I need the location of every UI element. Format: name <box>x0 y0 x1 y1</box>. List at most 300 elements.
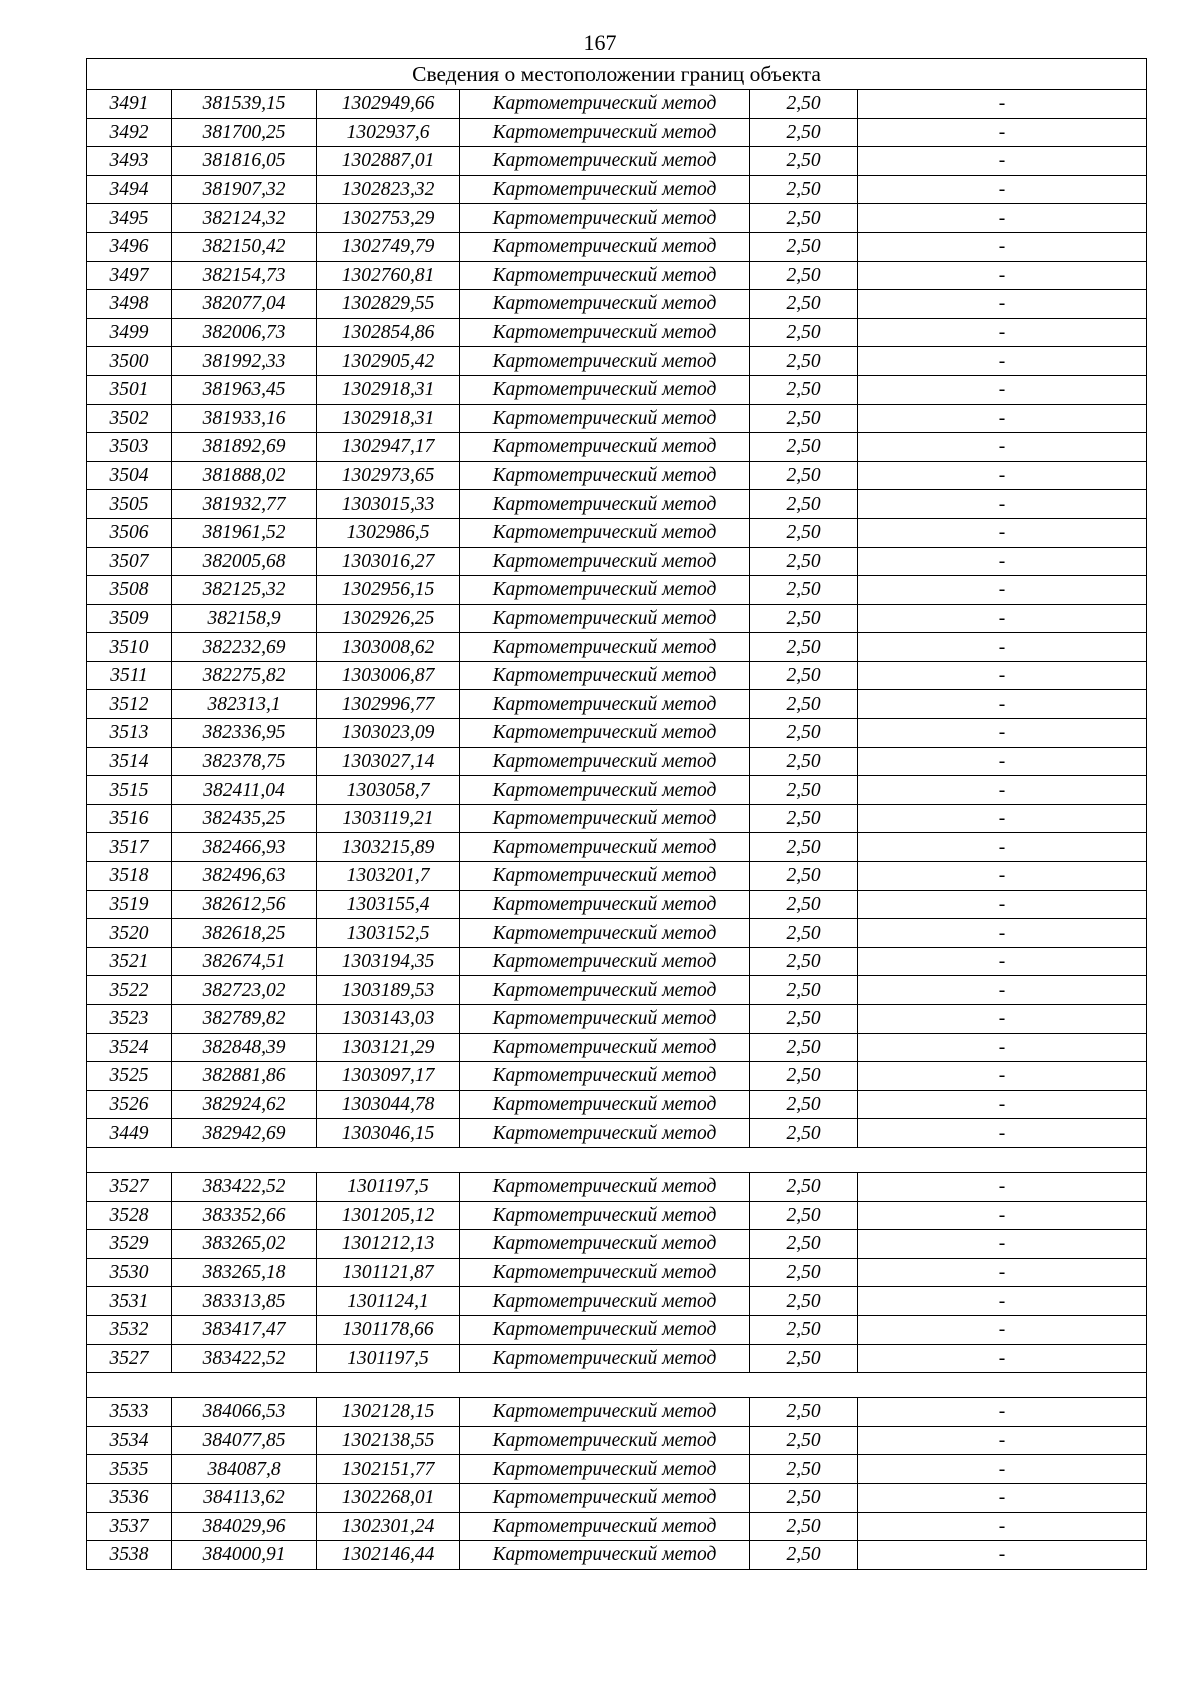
method-cell: Картометрический метод <box>460 1062 750 1091</box>
y-coordinate-cell: 1302760,81 <box>317 261 460 290</box>
table-row <box>87 404 1147 433</box>
accuracy-cell: 2,50 <box>750 1005 858 1034</box>
point-number-cell: 3520 <box>87 919 172 948</box>
table-row <box>87 90 1147 119</box>
y-coordinate-cell: 1302956,15 <box>317 576 460 605</box>
table-row <box>87 1090 1147 1119</box>
accuracy-cell: 2,50 <box>750 833 858 862</box>
accuracy-cell: 2,50 <box>750 461 858 490</box>
x-coordinate-cell: 382618,25 <box>172 919 317 948</box>
note-cell: - <box>858 976 1147 1005</box>
x-coordinate-cell: 382942,69 <box>172 1119 317 1148</box>
point-number-cell: 3524 <box>87 1033 172 1062</box>
x-coordinate-cell: 384087,8 <box>172 1455 317 1484</box>
method-cell: Картометрический метод <box>460 1172 750 1201</box>
note-cell: - <box>858 404 1147 433</box>
y-coordinate-cell: 1303152,5 <box>317 919 460 948</box>
y-coordinate-cell: 1301124,1 <box>317 1287 460 1316</box>
table-row <box>87 633 1147 662</box>
note-cell: - <box>858 90 1147 119</box>
note-cell: - <box>858 175 1147 204</box>
method-cell: Картометрический метод <box>460 1483 750 1512</box>
note-cell: - <box>858 1512 1147 1541</box>
y-coordinate-cell: 1303201,7 <box>317 862 460 891</box>
x-coordinate-cell: 382005,68 <box>172 547 317 576</box>
method-cell: Картометрический метод <box>460 433 750 462</box>
x-coordinate-cell: 382881,86 <box>172 1062 317 1091</box>
point-number-cell: 3499 <box>87 318 172 347</box>
method-cell: Картометрический метод <box>460 1033 750 1062</box>
method-cell: Картометрический метод <box>460 1512 750 1541</box>
accuracy-cell: 2,50 <box>750 1455 858 1484</box>
y-coordinate-cell: 1303119,21 <box>317 804 460 833</box>
separator-cell <box>87 1147 1147 1172</box>
method-cell: Картометрический метод <box>460 747 750 776</box>
accuracy-cell: 2,50 <box>750 204 858 233</box>
y-coordinate-cell: 1302128,15 <box>317 1398 460 1427</box>
accuracy-cell: 2,50 <box>750 175 858 204</box>
note-cell: - <box>858 1426 1147 1455</box>
y-coordinate-cell: 1302996,77 <box>317 690 460 719</box>
method-cell: Картометрический метод <box>460 461 750 490</box>
method-cell: Картометрический метод <box>460 947 750 976</box>
method-cell: Картометрический метод <box>460 690 750 719</box>
accuracy-cell: 2,50 <box>750 1119 858 1148</box>
accuracy-cell: 2,50 <box>750 1398 858 1427</box>
point-number-cell: 3533 <box>87 1398 172 1427</box>
y-coordinate-cell: 1303015,33 <box>317 490 460 519</box>
x-coordinate-cell: 382496,63 <box>172 862 317 891</box>
y-coordinate-cell: 1303023,09 <box>317 719 460 748</box>
method-cell: Картометрический метод <box>460 547 750 576</box>
method-cell: Картометрический метод <box>460 862 750 891</box>
y-coordinate-cell: 1303008,62 <box>317 633 460 662</box>
x-coordinate-cell: 382006,73 <box>172 318 317 347</box>
table-row <box>87 1287 1147 1316</box>
x-coordinate-cell: 383313,85 <box>172 1287 317 1316</box>
y-coordinate-cell: 1302138,55 <box>317 1426 460 1455</box>
page-number: 167 <box>583 30 617 55</box>
note-cell: - <box>858 833 1147 862</box>
y-coordinate-cell: 1302753,29 <box>317 204 460 233</box>
table-row <box>87 890 1147 919</box>
table-row <box>87 147 1147 176</box>
table-body <box>87 59 1147 1570</box>
table-row <box>87 547 1147 576</box>
table-title-row <box>87 59 1147 90</box>
x-coordinate-cell: 382232,69 <box>172 633 317 662</box>
point-number-cell: 3514 <box>87 747 172 776</box>
y-coordinate-cell: 1303027,14 <box>317 747 460 776</box>
x-coordinate-cell: 382789,82 <box>172 1005 317 1034</box>
point-number-cell: 3503 <box>87 433 172 462</box>
table-row <box>87 1541 1147 1570</box>
method-cell: Картометрический метод <box>460 890 750 919</box>
accuracy-cell: 2,50 <box>750 1062 858 1091</box>
point-number-cell: 3538 <box>87 1541 172 1570</box>
y-coordinate-cell: 1302823,32 <box>317 175 460 204</box>
x-coordinate-cell: 382125,32 <box>172 576 317 605</box>
point-number-cell: 3492 <box>87 118 172 147</box>
table-row <box>87 490 1147 519</box>
note-cell: - <box>858 804 1147 833</box>
table-row <box>87 690 1147 719</box>
x-coordinate-cell: 384113,62 <box>172 1483 317 1512</box>
table-row <box>87 576 1147 605</box>
table-row <box>87 1119 1147 1148</box>
x-coordinate-cell: 381963,45 <box>172 375 317 404</box>
method-cell: Картометрический метод <box>460 1398 750 1427</box>
table-row <box>87 947 1147 976</box>
separator-cell <box>87 1373 1147 1398</box>
x-coordinate-cell: 383422,52 <box>172 1344 317 1373</box>
method-cell: Картометрический метод <box>460 1201 750 1230</box>
point-number-cell: 3505 <box>87 490 172 519</box>
x-coordinate-cell: 381933,16 <box>172 404 317 433</box>
table-row <box>87 1344 1147 1373</box>
table-row <box>87 1230 1147 1259</box>
method-cell: Картометрический метод <box>460 147 750 176</box>
y-coordinate-cell: 1303058,7 <box>317 776 460 805</box>
y-coordinate-cell: 1302829,55 <box>317 290 460 319</box>
accuracy-cell: 2,50 <box>750 1258 858 1287</box>
point-number-cell: 3506 <box>87 518 172 547</box>
accuracy-cell: 2,50 <box>750 375 858 404</box>
y-coordinate-cell: 1303155,4 <box>317 890 460 919</box>
y-coordinate-cell: 1303006,87 <box>317 661 460 690</box>
method-cell: Картометрический метод <box>460 318 750 347</box>
note-cell: - <box>858 1344 1147 1373</box>
table-row <box>87 1201 1147 1230</box>
accuracy-cell: 2,50 <box>750 1426 858 1455</box>
y-coordinate-cell: 1303046,15 <box>317 1119 460 1148</box>
note-cell: - <box>858 375 1147 404</box>
table-row <box>87 976 1147 1005</box>
method-cell: Картометрический метод <box>460 1258 750 1287</box>
x-coordinate-cell: 382924,62 <box>172 1090 317 1119</box>
method-cell: Картометрический метод <box>460 261 750 290</box>
method-cell: Картометрический метод <box>460 1090 750 1119</box>
note-cell: - <box>858 690 1147 719</box>
y-coordinate-cell: 1303044,78 <box>317 1090 460 1119</box>
point-number-cell: 3502 <box>87 404 172 433</box>
y-coordinate-cell: 1301197,5 <box>317 1344 460 1373</box>
accuracy-cell: 2,50 <box>750 518 858 547</box>
accuracy-cell: 2,50 <box>750 1172 858 1201</box>
note-cell: - <box>858 1398 1147 1427</box>
table-title: Сведения о местоположении границ объекта <box>87 59 1147 90</box>
method-cell: Картометрический метод <box>460 1287 750 1316</box>
point-number-cell: 3517 <box>87 833 172 862</box>
note-cell: - <box>858 1455 1147 1484</box>
note-cell: - <box>858 232 1147 261</box>
table-row <box>87 290 1147 319</box>
y-coordinate-cell: 1302905,42 <box>317 347 460 376</box>
note-cell: - <box>858 347 1147 376</box>
note-cell: - <box>858 1258 1147 1287</box>
table-row <box>87 776 1147 805</box>
x-coordinate-cell: 382411,04 <box>172 776 317 805</box>
x-coordinate-cell: 382612,56 <box>172 890 317 919</box>
y-coordinate-cell: 1302301,24 <box>317 1512 460 1541</box>
accuracy-cell: 2,50 <box>750 1090 858 1119</box>
x-coordinate-cell: 382077,04 <box>172 290 317 319</box>
method-cell: Картометрический метод <box>460 633 750 662</box>
method-cell: Картометрический метод <box>460 204 750 233</box>
accuracy-cell: 2,50 <box>750 261 858 290</box>
point-number-cell: 3523 <box>87 1005 172 1034</box>
accuracy-cell: 2,50 <box>750 1512 858 1541</box>
accuracy-cell: 2,50 <box>750 661 858 690</box>
table-row <box>87 1172 1147 1201</box>
accuracy-cell: 2,50 <box>750 290 858 319</box>
x-coordinate-cell: 384000,91 <box>172 1541 317 1570</box>
point-number-cell: 3535 <box>87 1455 172 1484</box>
accuracy-cell: 2,50 <box>750 776 858 805</box>
point-number-cell: 3449 <box>87 1119 172 1148</box>
y-coordinate-cell: 1301178,66 <box>317 1315 460 1344</box>
table-row <box>87 518 1147 547</box>
accuracy-cell: 2,50 <box>750 1483 858 1512</box>
note-cell: - <box>858 1287 1147 1316</box>
note-cell: - <box>858 776 1147 805</box>
x-coordinate-cell: 381539,15 <box>172 90 317 119</box>
method-cell: Картометрический метод <box>460 1230 750 1259</box>
y-coordinate-cell: 1303189,53 <box>317 976 460 1005</box>
point-number-cell: 3509 <box>87 604 172 633</box>
y-coordinate-cell: 1302986,5 <box>317 518 460 547</box>
note-cell: - <box>858 1541 1147 1570</box>
point-number-cell: 3526 <box>87 1090 172 1119</box>
point-number-cell: 3534 <box>87 1426 172 1455</box>
x-coordinate-cell: 382435,25 <box>172 804 317 833</box>
group-separator-row <box>87 1147 1147 1172</box>
x-coordinate-cell: 382150,42 <box>172 232 317 261</box>
x-coordinate-cell: 381907,32 <box>172 175 317 204</box>
x-coordinate-cell: 381932,77 <box>172 490 317 519</box>
note-cell: - <box>858 290 1147 319</box>
point-number-cell: 3508 <box>87 576 172 605</box>
y-coordinate-cell: 1303194,35 <box>317 947 460 976</box>
method-cell: Картометрический метод <box>460 375 750 404</box>
table-row <box>87 118 1147 147</box>
point-number-cell: 3498 <box>87 290 172 319</box>
y-coordinate-cell: 1302937,6 <box>317 118 460 147</box>
y-coordinate-cell: 1301121,87 <box>317 1258 460 1287</box>
x-coordinate-cell: 382336,95 <box>172 719 317 748</box>
y-coordinate-cell: 1302949,66 <box>317 90 460 119</box>
y-coordinate-cell: 1303016,27 <box>317 547 460 576</box>
x-coordinate-cell: 381892,69 <box>172 433 317 462</box>
point-number-cell: 3512 <box>87 690 172 719</box>
note-cell: - <box>858 547 1147 576</box>
point-number-cell: 3537 <box>87 1512 172 1541</box>
accuracy-cell: 2,50 <box>750 604 858 633</box>
y-coordinate-cell: 1302887,01 <box>317 147 460 176</box>
accuracy-cell: 2,50 <box>750 633 858 662</box>
point-number-cell: 3501 <box>87 375 172 404</box>
note-cell: - <box>858 1201 1147 1230</box>
y-coordinate-cell: 1303215,89 <box>317 833 460 862</box>
method-cell: Картометрический метод <box>460 175 750 204</box>
point-number-cell: 3494 <box>87 175 172 204</box>
table-row <box>87 1398 1147 1427</box>
y-coordinate-cell: 1301205,12 <box>317 1201 460 1230</box>
accuracy-cell: 2,50 <box>750 1541 858 1570</box>
accuracy-cell: 2,50 <box>750 862 858 891</box>
accuracy-cell: 2,50 <box>750 1287 858 1316</box>
x-coordinate-cell: 382158,9 <box>172 604 317 633</box>
point-number-cell: 3525 <box>87 1062 172 1091</box>
note-cell: - <box>858 490 1147 519</box>
x-coordinate-cell: 382275,82 <box>172 661 317 690</box>
note-cell: - <box>858 1230 1147 1259</box>
note-cell: - <box>858 1483 1147 1512</box>
note-cell: - <box>858 1033 1147 1062</box>
method-cell: Картометрический метод <box>460 1541 750 1570</box>
table-row <box>87 862 1147 891</box>
note-cell: - <box>858 1005 1147 1034</box>
x-coordinate-cell: 382674,51 <box>172 947 317 976</box>
note-cell: - <box>858 576 1147 605</box>
x-coordinate-cell: 383352,66 <box>172 1201 317 1230</box>
point-number-cell: 3518 <box>87 862 172 891</box>
accuracy-cell: 2,50 <box>750 1230 858 1259</box>
point-number-cell: 3529 <box>87 1230 172 1259</box>
x-coordinate-cell: 384029,96 <box>172 1512 317 1541</box>
point-number-cell: 3504 <box>87 461 172 490</box>
table-row <box>87 604 1147 633</box>
note-cell: - <box>858 1172 1147 1201</box>
note-cell: - <box>858 1090 1147 1119</box>
table-row <box>87 804 1147 833</box>
method-cell: Картометрический метод <box>460 833 750 862</box>
method-cell: Картометрический метод <box>460 118 750 147</box>
method-cell: Картометрический метод <box>460 804 750 833</box>
method-cell: Картометрический метод <box>460 1315 750 1344</box>
x-coordinate-cell: 382466,93 <box>172 833 317 862</box>
y-coordinate-cell: 1302918,31 <box>317 404 460 433</box>
point-number-cell: 3531 <box>87 1287 172 1316</box>
point-number-cell: 3527 <box>87 1344 172 1373</box>
point-number-cell: 3497 <box>87 261 172 290</box>
table-row <box>87 347 1147 376</box>
boundary-coordinates-table <box>86 58 1147 1570</box>
note-cell: - <box>858 890 1147 919</box>
x-coordinate-cell: 382124,32 <box>172 204 317 233</box>
table-row <box>87 1033 1147 1062</box>
y-coordinate-cell: 1302268,01 <box>317 1483 460 1512</box>
accuracy-cell: 2,50 <box>750 232 858 261</box>
point-number-cell: 3536 <box>87 1483 172 1512</box>
y-coordinate-cell: 1302151,77 <box>317 1455 460 1484</box>
note-cell: - <box>858 318 1147 347</box>
accuracy-cell: 2,50 <box>750 1201 858 1230</box>
table-row <box>87 1455 1147 1484</box>
accuracy-cell: 2,50 <box>750 690 858 719</box>
method-cell: Картометрический метод <box>460 719 750 748</box>
accuracy-cell: 2,50 <box>750 90 858 119</box>
y-coordinate-cell: 1302854,86 <box>317 318 460 347</box>
note-cell: - <box>858 518 1147 547</box>
y-coordinate-cell: 1302973,65 <box>317 461 460 490</box>
note-cell: - <box>858 461 1147 490</box>
accuracy-cell: 2,50 <box>750 919 858 948</box>
point-number-cell: 3495 <box>87 204 172 233</box>
point-number-cell: 3532 <box>87 1315 172 1344</box>
method-cell: Картометрический метод <box>460 776 750 805</box>
table-row <box>87 1005 1147 1034</box>
y-coordinate-cell: 1302146,44 <box>317 1541 460 1570</box>
accuracy-cell: 2,50 <box>750 976 858 1005</box>
y-coordinate-cell: 1303143,03 <box>317 1005 460 1034</box>
table-row <box>87 1483 1147 1512</box>
x-coordinate-cell: 382723,02 <box>172 976 317 1005</box>
table-row <box>87 175 1147 204</box>
point-number-cell: 3513 <box>87 719 172 748</box>
table-row <box>87 375 1147 404</box>
method-cell: Картометрический метод <box>460 976 750 1005</box>
x-coordinate-cell: 381888,02 <box>172 461 317 490</box>
method-cell: Картометрический метод <box>460 518 750 547</box>
accuracy-cell: 2,50 <box>750 1315 858 1344</box>
note-cell: - <box>858 1315 1147 1344</box>
x-coordinate-cell: 383417,47 <box>172 1315 317 1344</box>
x-coordinate-cell: 381992,33 <box>172 347 317 376</box>
method-cell: Картометрический метод <box>460 1455 750 1484</box>
table-row <box>87 1315 1147 1344</box>
table-row <box>87 461 1147 490</box>
y-coordinate-cell: 1301197,5 <box>317 1172 460 1201</box>
accuracy-cell: 2,50 <box>750 147 858 176</box>
accuracy-cell: 2,50 <box>750 719 858 748</box>
y-coordinate-cell: 1301212,13 <box>317 1230 460 1259</box>
table-row <box>87 433 1147 462</box>
x-coordinate-cell: 382313,1 <box>172 690 317 719</box>
note-cell: - <box>858 661 1147 690</box>
accuracy-cell: 2,50 <box>750 804 858 833</box>
accuracy-cell: 2,50 <box>750 433 858 462</box>
note-cell: - <box>858 919 1147 948</box>
point-number-cell: 3516 <box>87 804 172 833</box>
table-row <box>87 1258 1147 1287</box>
note-cell: - <box>858 261 1147 290</box>
accuracy-cell: 2,50 <box>750 347 858 376</box>
table-row <box>87 1062 1147 1091</box>
method-cell: Картометрический метод <box>460 1119 750 1148</box>
method-cell: Картометрический метод <box>460 604 750 633</box>
point-number-cell: 3527 <box>87 1172 172 1201</box>
method-cell: Картометрический метод <box>460 490 750 519</box>
table-row <box>87 747 1147 776</box>
y-coordinate-cell: 1303097,17 <box>317 1062 460 1091</box>
table-row <box>87 1426 1147 1455</box>
y-coordinate-cell: 1302947,17 <box>317 433 460 462</box>
table-row <box>87 661 1147 690</box>
table-row <box>87 261 1147 290</box>
accuracy-cell: 2,50 <box>750 490 858 519</box>
method-cell: Картометрический метод <box>460 232 750 261</box>
accuracy-cell: 2,50 <box>750 1344 858 1373</box>
x-coordinate-cell: 382848,39 <box>172 1033 317 1062</box>
point-number-cell: 3521 <box>87 947 172 976</box>
point-number-cell: 3522 <box>87 976 172 1005</box>
point-number-cell: 3507 <box>87 547 172 576</box>
y-coordinate-cell: 1302749,79 <box>317 232 460 261</box>
table-row <box>87 719 1147 748</box>
note-cell: - <box>858 433 1147 462</box>
table-row <box>87 1512 1147 1541</box>
